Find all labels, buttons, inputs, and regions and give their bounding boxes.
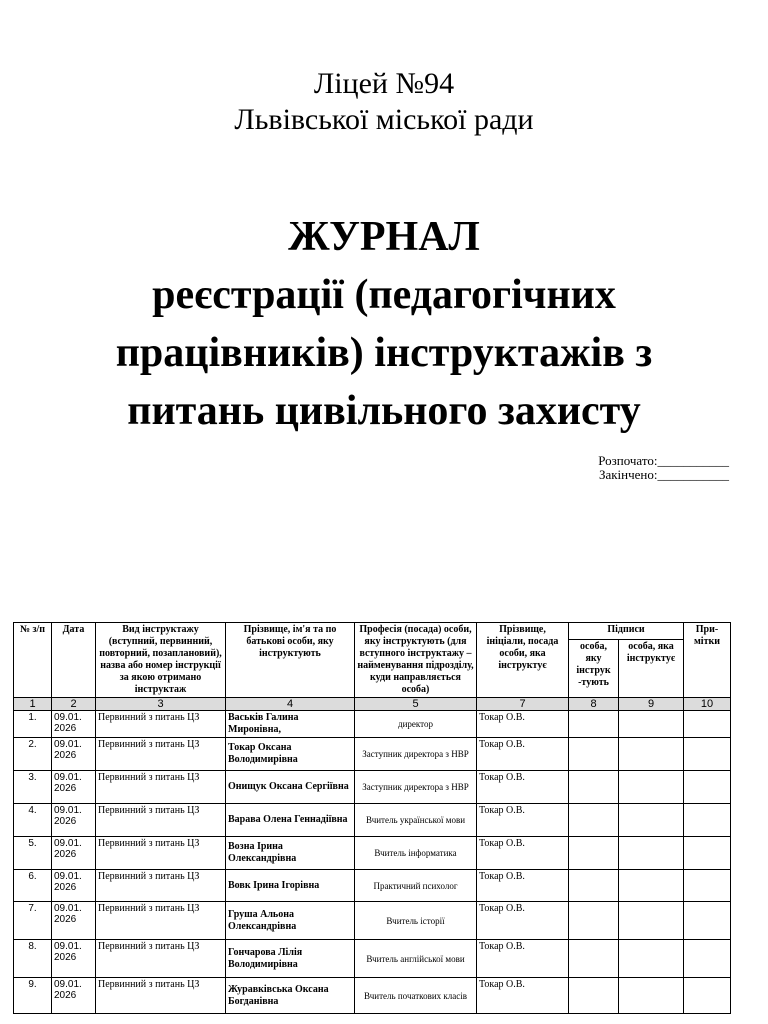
cell-num: 2.: [14, 738, 52, 771]
cell-name: Онищук Оксана Сергіївна: [226, 771, 355, 804]
cell-date: 09.01. 2026: [52, 870, 96, 902]
cell-notes: [684, 837, 731, 870]
table-row: [14, 870, 731, 902]
cell-signature-instructed: [569, 870, 619, 902]
column-number: 2: [52, 698, 96, 711]
cell-signature-instructed: [569, 771, 619, 804]
cell-signature-instructor: [619, 804, 684, 837]
cell-instruction-type: Первинний з питань ЦЗ: [96, 771, 226, 804]
started-date: Розпочато:___________: [598, 453, 729, 468]
cell-instructor: Токар О.В.: [477, 804, 569, 837]
cell-num: 9.: [14, 978, 52, 1014]
instruction-journal-table: [13, 622, 731, 1014]
cell-notes: [684, 771, 731, 804]
cell-name: Возна Ірина Олександрівна: [226, 837, 355, 870]
column-number: 1: [14, 698, 52, 711]
header-sig-instructed: особа, яку інструк -тують: [569, 640, 619, 698]
school-header: [0, 66, 768, 138]
header-date: Дата: [52, 623, 96, 698]
cell-position: Вчитель початкових класів: [355, 978, 477, 1014]
header-name: Прізвище, ім'я та по батькові особи, яку інструктують: [226, 623, 355, 698]
cell-name: Груша Альона Олександрівна: [226, 902, 355, 940]
cell-instructor: Токар О.В.: [477, 738, 569, 771]
table-row: [14, 837, 731, 870]
column-number: 10: [684, 698, 731, 711]
cell-instructor: Токар О.В.: [477, 837, 569, 870]
cell-instructor: Токар О.В.: [477, 978, 569, 1014]
cell-signature-instructor: [619, 870, 684, 902]
cell-date: 09.01. 2026: [52, 837, 96, 870]
finished-date: Закінчено:___________: [598, 467, 729, 482]
header-profession: Професія (посада) особи, яку інструктують (для вступного інструктажу – найменування підрозділу, куди направляється особа): [355, 623, 477, 698]
journal-title: [0, 208, 768, 440]
cell-instructor: Токар О.В.: [477, 940, 569, 978]
table-row: [14, 771, 731, 804]
cell-signature-instructor: [619, 738, 684, 771]
cell-name: Гончарова Лілія Володимирівна: [226, 940, 355, 978]
table-row: [14, 902, 731, 940]
cell-num: 3.: [14, 771, 52, 804]
cell-notes: [684, 870, 731, 902]
cell-instructor: Токар О.В.: [477, 711, 569, 738]
cell-signature-instructed: [569, 902, 619, 940]
column-number: 3: [96, 698, 226, 711]
cell-signature-instructor: [619, 902, 684, 940]
cell-name: Вовк Ірина Ігорівна: [226, 870, 355, 902]
cell-signature-instructor: [619, 978, 684, 1014]
journal-title-line: реєстрації (педагогічних: [152, 272, 616, 318]
cell-signature-instructed: [569, 978, 619, 1014]
cell-name: Варава Олена Геннадіївна: [226, 804, 355, 837]
header-sig-instructor: особа, яка інструктує: [619, 640, 684, 698]
cell-date: 09.01. 2026: [52, 978, 96, 1014]
cell-signature-instructor: [619, 837, 684, 870]
cell-instructor: Токар О.В.: [477, 771, 569, 804]
cell-signature-instructed: [569, 711, 619, 738]
column-number: 4: [226, 698, 355, 711]
cell-notes: [684, 711, 731, 738]
column-number: 7: [477, 698, 569, 711]
cell-instruction-type: Первинний з питань ЦЗ: [96, 978, 226, 1014]
cell-signature-instructed: [569, 940, 619, 978]
header-num: № з/п: [14, 623, 52, 698]
school-name: Ліцей №94: [313, 67, 455, 100]
column-number: 9: [619, 698, 684, 711]
cell-signature-instructor: [619, 940, 684, 978]
cell-num: 1.: [14, 711, 52, 738]
cell-position: Вчитель української мови: [355, 804, 477, 837]
cell-instruction-type: Первинний з питань ЦЗ: [96, 837, 226, 870]
cell-num: 4.: [14, 804, 52, 837]
cell-instruction-type: Первинний з питань ЦЗ: [96, 902, 226, 940]
cell-num: 6.: [14, 870, 52, 902]
cell-notes: [684, 902, 731, 940]
cell-num: 7.: [14, 902, 52, 940]
cell-instructor: Токар О.В.: [477, 902, 569, 940]
cell-position: Практичний психолог: [355, 870, 477, 902]
journal-title-line: працівників) інструктажів з: [115, 330, 653, 376]
cell-signature-instructor: [619, 711, 684, 738]
table-row: [14, 804, 731, 837]
journal-title-line: питань цивільного захисту: [127, 388, 641, 434]
cell-date: 09.01. 2026: [52, 940, 96, 978]
cell-date: 09.01. 2026: [52, 804, 96, 837]
cell-notes: [684, 940, 731, 978]
header-signatures: Підписи: [569, 623, 684, 640]
cell-position: Вчитель інформатика: [355, 837, 477, 870]
cell-position: Вчитель англійської мови: [355, 940, 477, 978]
cell-notes: [684, 978, 731, 1014]
cell-signature-instructed: [569, 837, 619, 870]
cell-signature-instructed: [569, 738, 619, 771]
cell-instruction-type: Первинний з питань ЦЗ: [96, 738, 226, 771]
journal-title-line: ЖУРНАЛ: [288, 214, 480, 260]
cell-instruction-type: Первинний з питань ЦЗ: [96, 940, 226, 978]
header-instructor: Прізвище, ініціали, посада особи, яка інструктує: [477, 623, 569, 698]
cell-instructor: Токар О.В.: [477, 870, 569, 902]
cell-date: 09.01. 2026: [52, 711, 96, 738]
cell-name: Васьків Галина Миронівна,: [226, 711, 355, 738]
cell-num: 5.: [14, 837, 52, 870]
cell-position: директор: [355, 711, 477, 738]
cell-notes: [684, 738, 731, 771]
cell-position: Заступник директора з НВР: [355, 771, 477, 804]
cell-notes: [684, 804, 731, 837]
cell-date: 09.01. 2026: [52, 771, 96, 804]
table-row: [14, 711, 731, 738]
header-type: Вид інструктажу (вступний, первинний, повторний, позаплановий), назва або номер інструкції за якою отримано інструктаж: [96, 623, 226, 698]
cell-date: 09.01. 2026: [52, 902, 96, 940]
table-header-row: [14, 623, 731, 640]
header-notes: При- мітки: [684, 623, 731, 698]
cell-position: Вчитель історії: [355, 902, 477, 940]
school-council: Львівської міської ради: [234, 103, 534, 136]
cell-position: Заступник директора з НВР: [355, 738, 477, 771]
column-number-row: [14, 698, 731, 711]
column-number: 8: [569, 698, 619, 711]
cell-num: 8.: [14, 940, 52, 978]
cell-instruction-type: Первинний з питань ЦЗ: [96, 870, 226, 902]
cell-date: 09.01. 2026: [52, 738, 96, 771]
table-row: [14, 978, 731, 1014]
column-number: 5: [355, 698, 477, 711]
journal-dates: [529, 454, 729, 482]
table-row: [14, 940, 731, 978]
cell-signature-instructor: [619, 771, 684, 804]
cell-instruction-type: Первинний з питань ЦЗ: [96, 804, 226, 837]
cell-signature-instructed: [569, 804, 619, 837]
cell-name: Токар Оксана Володимирівна: [226, 738, 355, 771]
cell-name: Журавківська Оксана Богданівна: [226, 978, 355, 1014]
cell-instruction-type: Первинний з питань ЦЗ: [96, 711, 226, 738]
table-row: [14, 738, 731, 771]
